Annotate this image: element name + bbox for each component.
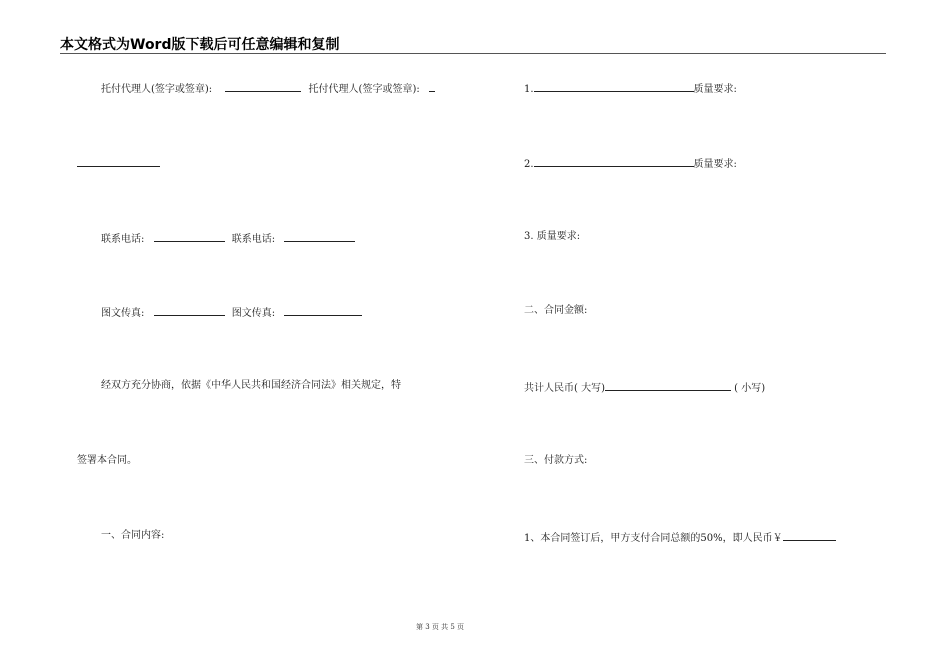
item2-number: 2. [524,159,534,170]
section-3-heading: 三、付款方式: [524,455,588,466]
section-2-heading: 二、合同金额: [524,305,588,316]
agent-signature-line [101,81,435,96]
item1-blank [534,81,694,92]
header-divider [60,53,886,54]
total-uppercase-blank [605,380,731,391]
page-number: 第 3 页 共 5 页 [415,623,465,631]
agent-signature-blank-b-start [429,81,435,92]
item1-number: 1. [524,84,534,95]
phone-blank-b [284,231,355,242]
fax-blank-a [154,305,225,316]
payment-text: 1、本合同签订后，甲方支付合同总额的50%，即人民币￥ [524,533,783,544]
agent-signature-blank-b-end [77,156,160,167]
negotiation-line-2: 签署本合同。 [77,455,137,466]
section-1-heading: 一、合同内容: [101,530,165,541]
fax-blank-b [284,305,362,316]
phone-label-b: 联系电话: [231,234,276,245]
quality-item-3: 3. 质量要求: [524,231,581,242]
item2-label: 质量要求: [693,159,737,170]
total-suffix: ( 小写) [734,383,766,394]
agent-signature-continuation [77,156,160,171]
fax-label-a: 图文传真: [101,308,145,319]
payment-amount-blank [783,530,836,541]
agent-label-a: 托付代理人(签字或签章): [101,84,213,95]
agent-signature-blank-a [225,81,301,92]
negotiation-line-1: 经双方充分协商，依据《中华人民共和国经济合同法》相关规定，特 [101,380,401,391]
phone-label-a: 联系电话: [101,234,145,245]
phone-blank-a [154,231,225,242]
fax-label-b: 图文传真: [231,308,276,319]
agent-label-b: 托付代理人(签字或签章): [308,84,420,95]
phone-line [101,231,355,246]
document-header-title: 本文格式为Word版下载后可任意编辑和复制 [60,37,340,53]
fax-line [101,305,362,320]
item1-label: 质量要求: [693,84,737,95]
payment-line [524,530,836,545]
item2-blank [534,156,694,167]
total-prefix: 共计人民币( 大写) [524,383,605,394]
quality-item-1 [524,81,737,96]
total-amount-line [524,380,765,395]
quality-item-2 [524,156,737,171]
